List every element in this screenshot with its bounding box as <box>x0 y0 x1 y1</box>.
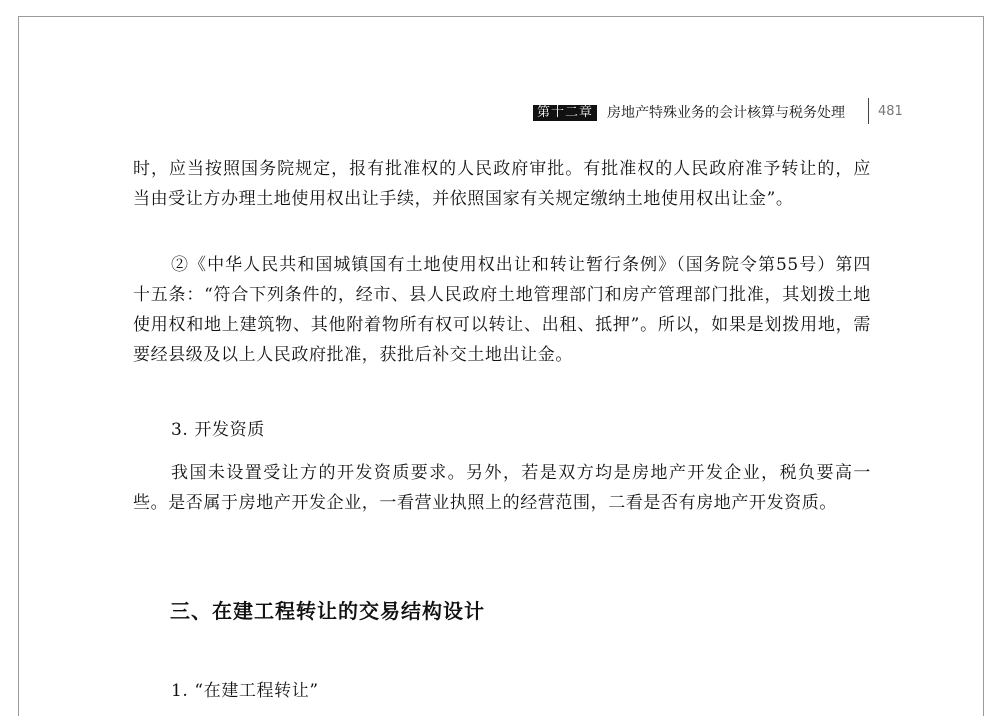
header-divider <box>868 98 869 124</box>
chapter-tag: 第十二章 <box>533 105 597 121</box>
paragraph-qualification: 我国未设置受让方的开发资质要求。另外，若是双方均是房地产开发企业，税负要高一些。是否属于房地产开发企业，一看营业执照上的经营范围，二看是否有房地产开发资质。 <box>133 463 871 513</box>
paragraph-continuation: 时，应当按照国务院规定，报有批准权的人民政府审批。有批准权的人民政府准予转让的，应当由受让方办理土地使用权出让手续，并依照国家有关规定缴纳土地使用权出让金”。 <box>133 159 871 209</box>
subheading-project-transfer: 1. “在建工程转让” <box>171 681 319 701</box>
paragraph-regulation: ②《中华人民共和国城镇国有土地使用权出让和转让暂行条例》（国务院令第55号）第四十五条：“符合下列条件的，经市、县人民政府土地管理部门和房产管理部门批准，其划拨土地使用权和地上建筑物、其他附着物所有权可以转让、出租、抵押”。所以，如果是划拨用地，需要经县级及以上人民政府批准，获批后补交土地出让金。 <box>133 255 871 365</box>
chapter-title: 房地产特殊业务的会计核算与税务处理 <box>607 105 845 121</box>
subheading-development-qualification: 3. 开发资质 <box>171 420 265 440</box>
page-number: 481 <box>878 104 903 119</box>
section-heading: 三、在建工程转让的交易结构设计 <box>170 599 485 623</box>
running-header <box>0 96 1000 126</box>
